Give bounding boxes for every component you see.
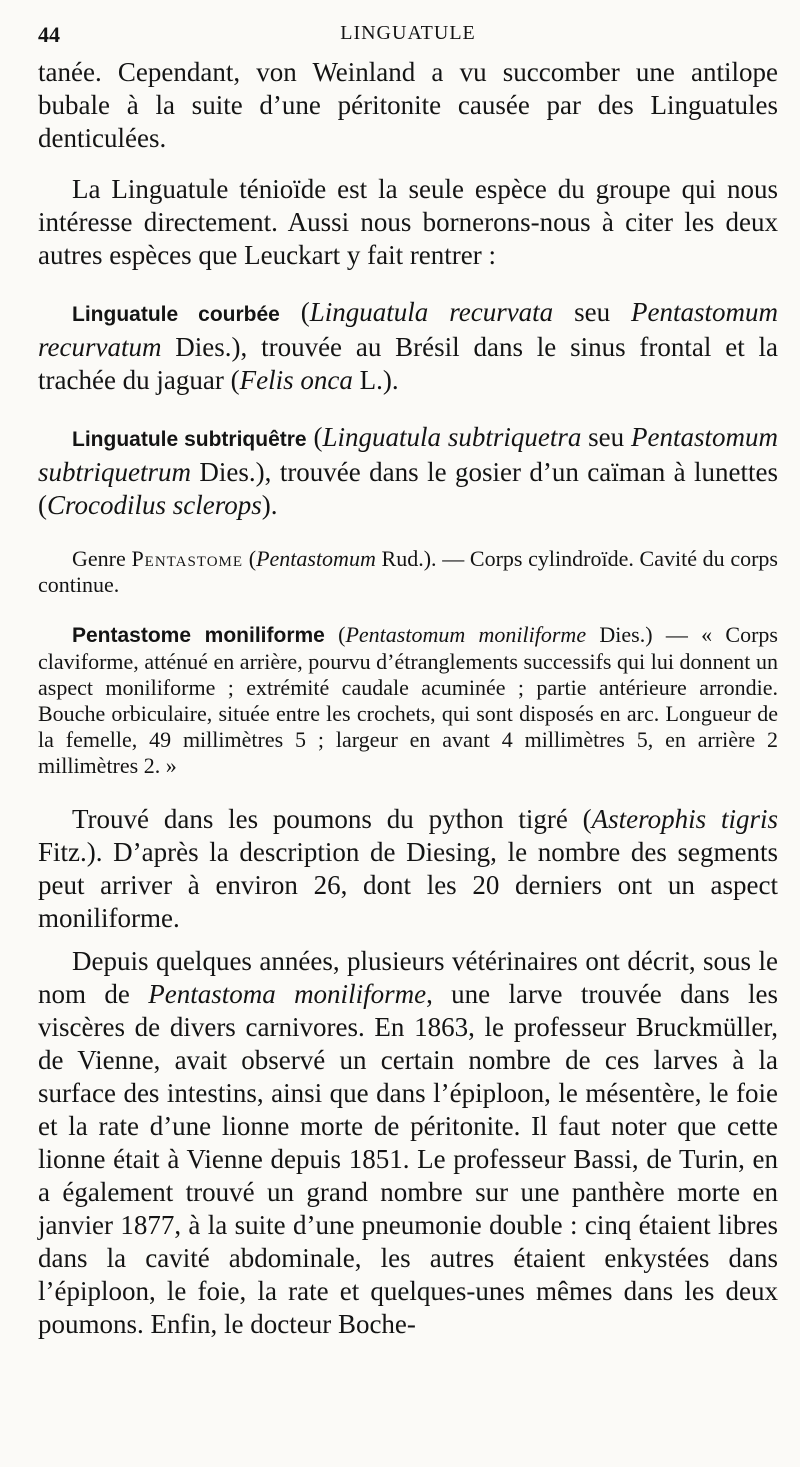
species-name: Linguatule subtriquêtre xyxy=(72,428,307,451)
page-number: 44 xyxy=(38,22,60,47)
latin-name: Felis onca xyxy=(239,365,353,395)
paragraph-continuation: tanée. Cependant, von Weinland a vu succomber une antilope bubale à la suite d’une péritonite causée par des Linguatules denticulées. xyxy=(38,57,778,153)
paragraph-python: Trouvé dans les poumons du python tigré (Asterophis tigris Fitz.). D’après la description de Diesing, le nombre des segments peut arriver à environ 26, dont les 20 derniers ont un aspect moniliforme. xyxy=(38,804,778,933)
species-name: Pentastome moniliforme xyxy=(72,624,325,647)
latin-name: Pentastomum recurvatum xyxy=(38,297,778,362)
species-name: Linguatule courbée xyxy=(72,303,280,326)
species-entry-recurvata: Linguatule courbée (Linguatula recurvata seu Pentastomum recurvatum Dies.), trouvée au Brésil dans le sinus frontal et la trachée du jaguar (Felis onca L.). xyxy=(38,297,778,395)
latin-name: Pentastomum moniliforme xyxy=(345,622,587,647)
latin-name: Pentastomum xyxy=(256,546,376,571)
latin-name: Pentastomum subtriquetrum xyxy=(38,422,778,487)
latin-name: Pentastoma moniliforme xyxy=(148,979,427,1009)
paragraph-teniod: La Linguatule ténioïde est la seule espèce du groupe qui nous intéresse directement. Aussi nous bornerons-nous à citer les deux autres espèces que Leuckart y fait rentrer : xyxy=(38,174,778,270)
running-title: LINGUATULE xyxy=(340,22,476,44)
latin-name: Linguatula subtriquetra xyxy=(322,422,582,452)
page-header xyxy=(38,20,778,56)
latin-name: Linguatula recurvata xyxy=(309,297,554,327)
paragraph-larvae: Depuis quelques années, plusieurs vétérinaires ont décrit, sous le nom de Pentastoma moniliforme, une larve trouvée dans les viscères de divers carnivores. En 1863, le professeur Bruckmüller, de Vienne, avait observé un certain nombre de ces larves à la surface des intestins, ainsi que dans l’épiploon, le mésentère, le foie et la rate d’une lionne morte de péritonite. Il faut noter que cette lionne était à Vienne depuis 1851. Le professeur Bassi, de Turin, en a également trouvé un grand nombre sur une panthère morte en janvier 1877, à la suite d’une pneumonie double : cinq étaient libres dans la cavité abdominale, les autres étaient enkystées dans l’épiploon, le foie, la rate et quelques-unes mêmes dans les deux poumons. Enfin, le docteur Boche- xyxy=(38,946,778,1339)
species-entry-subtriquetra: Linguatule subtriquêtre (Linguatula subtriquetra seu Pentastomum subtriquetrum Dies.), trouvée dans le gosier d’un caïman à lunettes (Crocodilus sclerops). xyxy=(38,422,778,520)
species-entry-moniliforme: Pentastome moniliforme (Pentastomum moniliforme Dies.) — « Corps claviforme, atténué en arrière, pourvu d’étranglements successifs qui lui donnent un aspect moniliforme ; extrémité caudale acuminée ; partie antérieure arrondie. Bouche orbiculaire, située entre les crochets, qui sont disposés en arc. Longueur de la femelle, 49 millimètres 5 ; largeur en avant 4 millimètres 5, en arrière 2 millimètres 2. » xyxy=(38,622,778,778)
latin-name: Asterophis tigris xyxy=(591,804,778,834)
genus-name: Pentastome xyxy=(131,546,244,571)
genus-entry: Genre Pentastome (Pentastomum Rud.). — Corps cylindroïde. Cavité du corps continue. xyxy=(38,546,778,597)
latin-name: Crocodilus sclerops xyxy=(47,490,262,520)
